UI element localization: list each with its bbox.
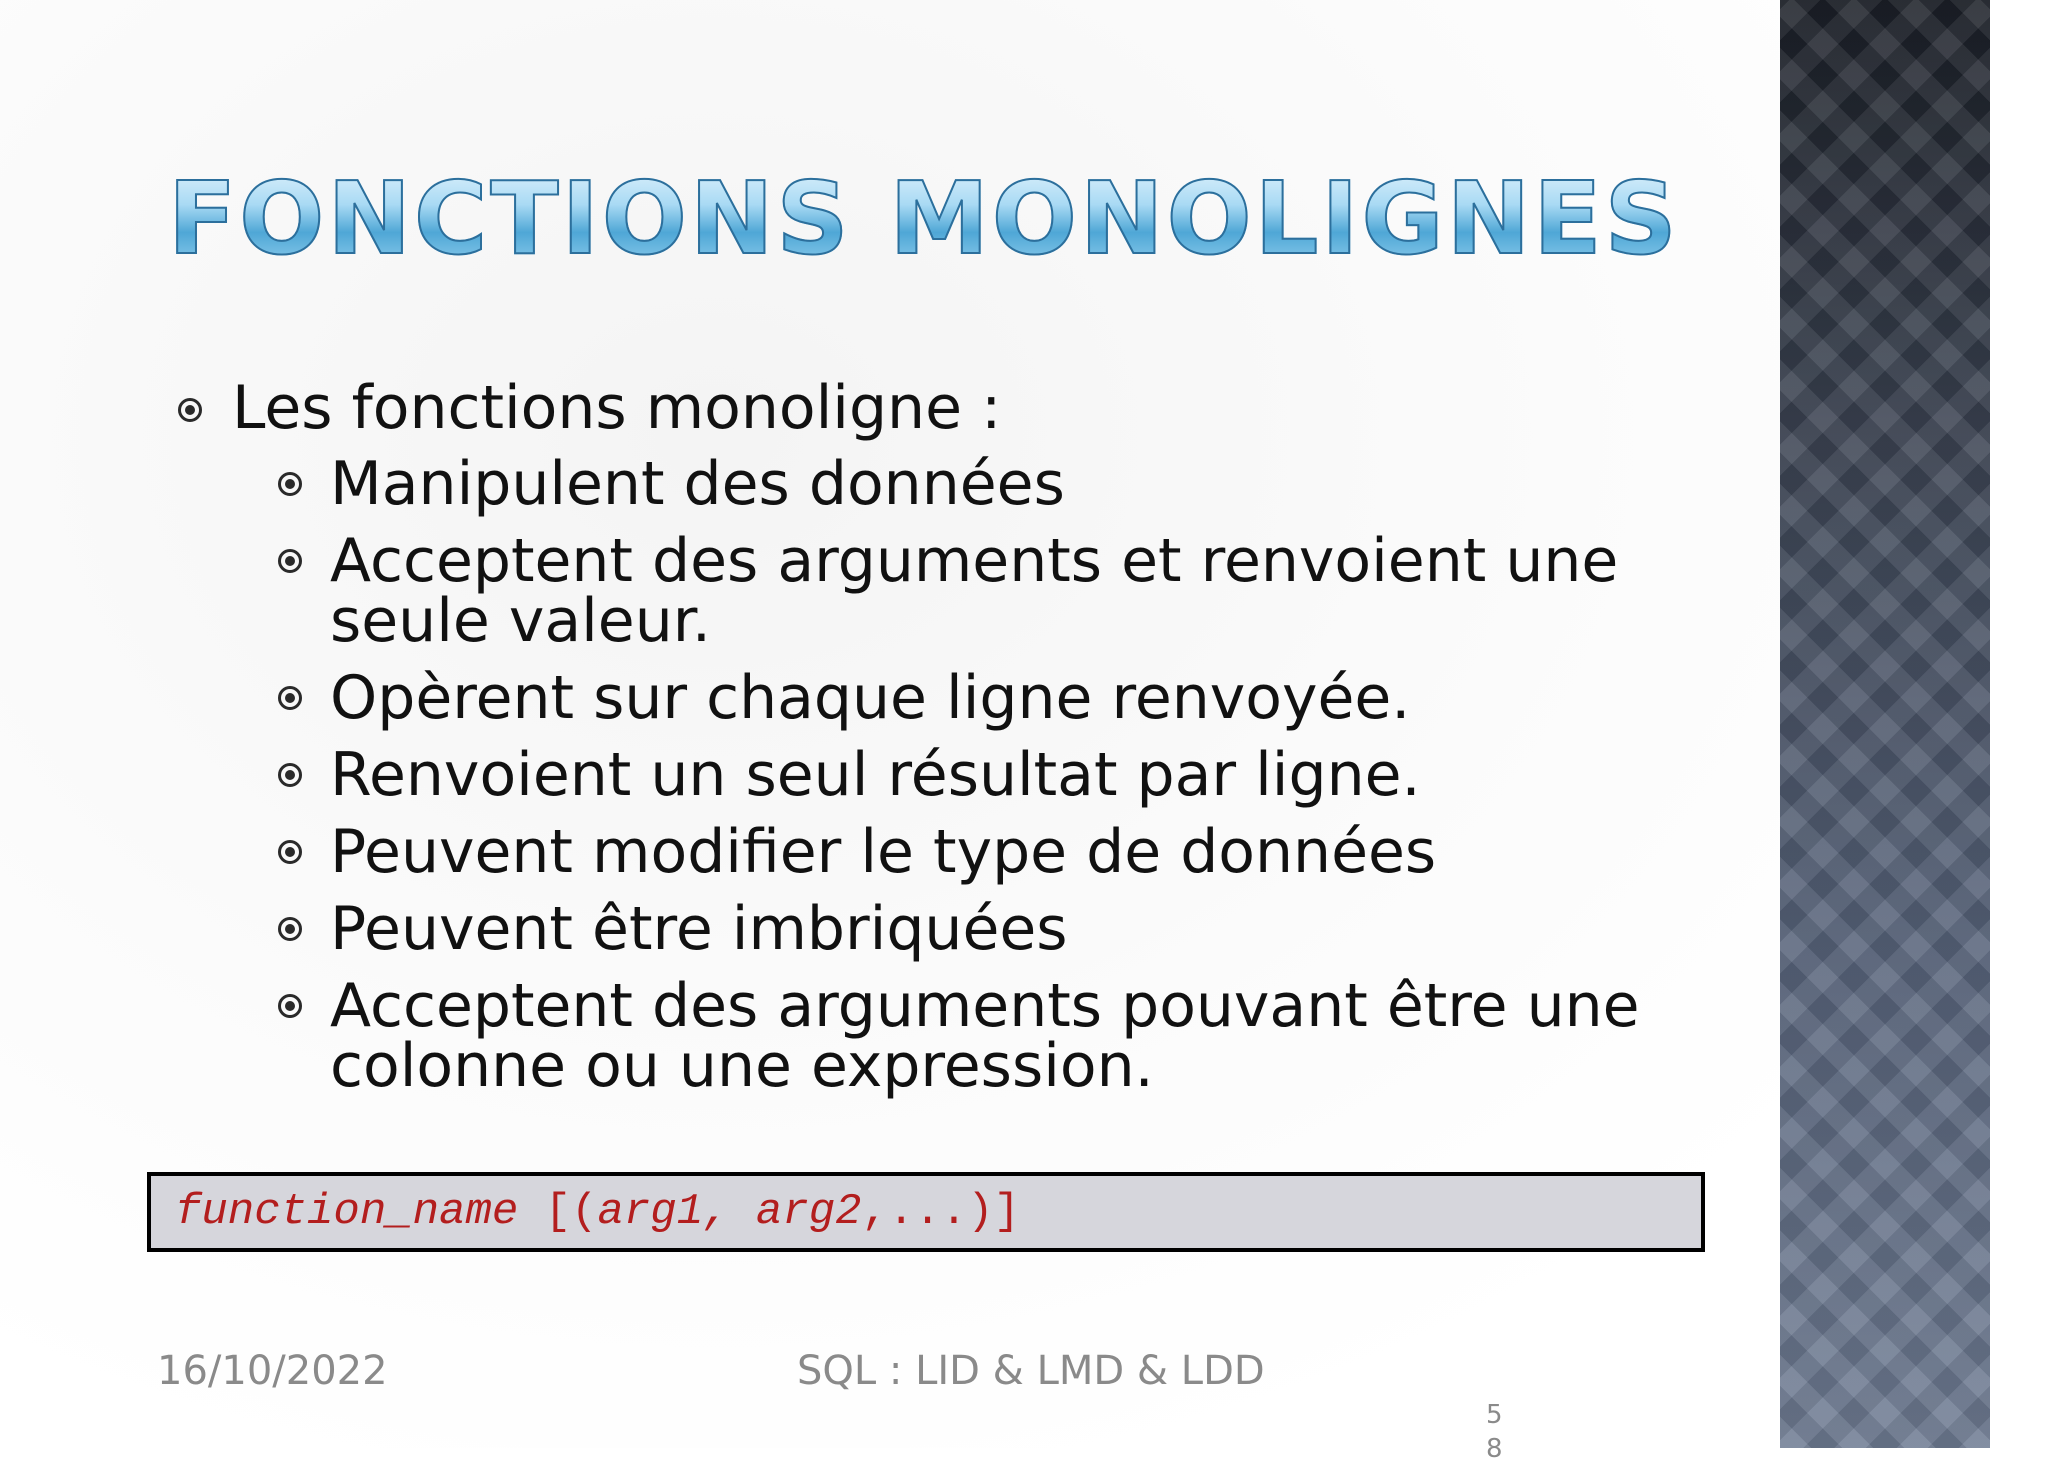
circle-bullet-icon xyxy=(278,472,302,496)
side-margin xyxy=(1990,0,2048,1448)
bullet-list xyxy=(172,372,1652,1101)
circle-bullet-icon xyxy=(278,840,302,864)
circle-bullet-icon xyxy=(278,994,302,1018)
list-item xyxy=(172,663,1652,733)
list-item-text: Manipulent des données xyxy=(330,449,1065,519)
list-item xyxy=(172,449,1652,519)
circle-bullet-icon xyxy=(278,686,302,710)
list-item-text: Peuvent être imbriquées xyxy=(330,894,1068,964)
list-item xyxy=(172,894,1652,964)
code-rest: ,...)] xyxy=(861,1187,1020,1237)
page-number: 58 xyxy=(1486,1400,1503,1464)
list-item xyxy=(172,740,1652,810)
syntax-code-box xyxy=(147,1172,1705,1252)
list-item-text: Renvoient un seul résultat par ligne. xyxy=(330,740,1421,810)
list-item-text: Les fonctions monoligne : xyxy=(232,373,1002,443)
list-item-text: Opèrent sur chaque ligne renvoyée. xyxy=(330,663,1411,733)
footer-date: 16/10/2022 xyxy=(157,1348,388,1394)
list-item-text: Peuvent modifier le type de données xyxy=(330,817,1437,887)
list-item-text: Acceptent des arguments pouvant être une colonne ou une expression. xyxy=(330,971,1640,1101)
code-arg2: arg2 xyxy=(755,1187,862,1237)
list-item-intro xyxy=(172,372,1652,444)
list-item-text: Acceptent des arguments et renvoient une seule valeur. xyxy=(330,526,1619,656)
code-function-name: function_name xyxy=(175,1187,519,1237)
circle-bullet-icon xyxy=(178,398,202,422)
code-open-bracket: [( xyxy=(518,1187,598,1237)
list-item xyxy=(172,817,1652,887)
footer-title: SQL : LID & LMD & LDD xyxy=(797,1348,1265,1394)
circle-bullet-icon xyxy=(278,763,302,787)
list-item xyxy=(172,971,1652,1101)
circle-bullet-icon xyxy=(278,549,302,573)
circle-bullet-icon xyxy=(278,917,302,941)
slide-title: FONCTIONS MONOLIGNES xyxy=(168,160,1680,277)
syntax-code xyxy=(175,1186,1020,1238)
list-item xyxy=(172,526,1652,656)
code-arg1: arg1 xyxy=(597,1187,704,1237)
decorative-side-panel xyxy=(1780,0,1990,1448)
code-separator: , xyxy=(703,1187,756,1237)
